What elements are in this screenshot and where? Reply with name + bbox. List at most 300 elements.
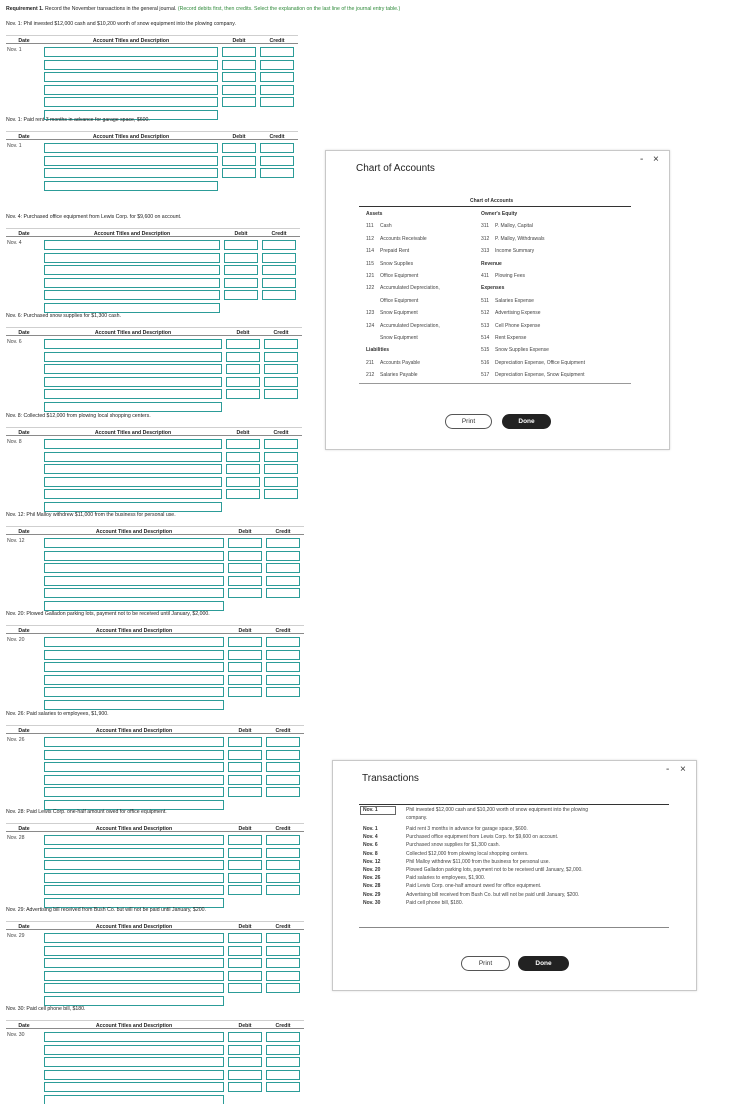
account-input[interactable] <box>44 860 224 870</box>
debit-input[interactable] <box>228 563 262 573</box>
debit-input[interactable] <box>228 637 262 647</box>
account-category: Expenses <box>481 285 505 292</box>
account-input[interactable] <box>44 687 224 697</box>
debit-input[interactable] <box>224 290 258 300</box>
debit-input[interactable] <box>226 439 260 449</box>
account-input[interactable] <box>44 389 222 399</box>
credit-input[interactable] <box>266 637 300 647</box>
account-entry <box>366 360 420 366</box>
account-category: Liabilities <box>366 347 390 354</box>
credit-input[interactable] <box>266 662 300 672</box>
debit-input[interactable] <box>228 958 262 968</box>
account-input[interactable] <box>44 885 224 895</box>
journal-table-header <box>6 1020 304 1029</box>
journal-row <box>6 253 300 264</box>
account-entry <box>481 298 534 304</box>
debit-input[interactable] <box>228 835 262 845</box>
credit-input[interactable] <box>266 885 300 895</box>
account-name: Office Equipment <box>380 297 419 304</box>
journal-table-header <box>6 823 304 832</box>
journal-row <box>6 873 304 884</box>
account-input[interactable] <box>44 156 218 166</box>
account-input[interactable] <box>44 762 224 772</box>
debit-input[interactable] <box>226 377 260 387</box>
account-input[interactable] <box>44 477 222 487</box>
account-input[interactable] <box>44 168 218 178</box>
credit-input[interactable] <box>266 750 300 760</box>
credit-input[interactable] <box>266 873 300 883</box>
credit-input[interactable] <box>260 85 294 95</box>
debit-input[interactable] <box>222 60 256 70</box>
transaction-description: Nov. 6: Purchased snow supplies for $1,300 cash. <box>6 313 121 319</box>
credit-input[interactable] <box>266 958 300 968</box>
account-input[interactable] <box>44 85 218 95</box>
transaction-text: Phil invested $12,000 cash and $10,200 worth of snow equipment into the plowing <box>406 807 589 813</box>
account-column-header: Account Titles and Description <box>94 329 172 336</box>
debit-input[interactable] <box>228 737 262 747</box>
debit-input[interactable] <box>226 489 260 499</box>
credit-input[interactable] <box>264 477 298 487</box>
account-name: Snow Equipment <box>380 310 418 317</box>
account-entry <box>366 223 392 229</box>
account-input[interactable] <box>44 946 224 956</box>
credit-input[interactable] <box>262 290 296 300</box>
account-input[interactable] <box>44 971 224 981</box>
requirement-text: Record the November transactions in the general journal. <box>44 6 177 12</box>
debit-input[interactable] <box>228 860 262 870</box>
credit-column-header: Credit <box>273 329 289 336</box>
debit-input[interactable] <box>226 389 260 399</box>
debit-input[interactable] <box>228 848 262 858</box>
account-name: Depreciation Expense, Office Equipment <box>495 359 585 366</box>
transaction-text: Collected $12,000 from plowing local shopping centers. <box>406 850 529 857</box>
debit-input[interactable] <box>228 1057 262 1067</box>
account-input[interactable] <box>44 352 222 362</box>
account-input[interactable] <box>44 143 218 153</box>
entry-date: Nov. 4 <box>7 240 22 246</box>
journal-row <box>6 364 302 375</box>
account-input[interactable] <box>44 1095 224 1104</box>
account-category: Owner's Equity <box>481 211 518 217</box>
credit-input[interactable] <box>266 650 300 660</box>
debit-input[interactable] <box>228 775 262 785</box>
debit-input[interactable] <box>226 464 260 474</box>
transaction-description: Nov. 8: Collected $12,000 from plowing local shopping centers. <box>6 413 151 419</box>
account-entry <box>481 323 540 329</box>
account-input[interactable] <box>44 750 224 760</box>
debit-input[interactable] <box>228 885 262 895</box>
entry-date: Nov. 30 <box>7 1032 25 1038</box>
debit-input[interactable] <box>228 1032 262 1042</box>
account-number: 313 <box>481 248 490 255</box>
credit-input[interactable] <box>264 377 298 387</box>
account-entry <box>481 347 549 353</box>
requirement-instructions <box>6 6 726 12</box>
journal-row <box>6 240 300 251</box>
account-input[interactable] <box>44 452 222 462</box>
date-column-header: Date <box>18 627 30 634</box>
credit-input[interactable] <box>266 1032 300 1042</box>
debit-input[interactable] <box>222 97 256 107</box>
debit-input[interactable] <box>228 675 262 685</box>
account-name: Accumulated Depreciation, <box>380 285 440 292</box>
account-input[interactable] <box>44 1082 224 1092</box>
credit-input[interactable] <box>262 253 296 263</box>
journal-row <box>6 464 302 475</box>
credit-input[interactable] <box>260 168 294 178</box>
debit-input[interactable] <box>228 662 262 672</box>
account-input[interactable] <box>44 364 222 374</box>
credit-input[interactable] <box>266 576 300 586</box>
credit-input[interactable] <box>266 762 300 772</box>
account-number: 124 <box>366 322 375 329</box>
account-input[interactable] <box>44 72 218 82</box>
journal-row <box>6 762 304 773</box>
account-input[interactable] <box>44 464 222 474</box>
debit-input[interactable] <box>226 364 260 374</box>
debit-input[interactable] <box>228 983 262 993</box>
debit-input[interactable] <box>222 72 256 82</box>
credit-input[interactable] <box>266 983 300 993</box>
debit-input[interactable] <box>224 240 258 250</box>
credit-input[interactable] <box>264 389 298 399</box>
debit-column-header: Debit <box>238 923 252 930</box>
account-name: Salaries Payable <box>380 372 418 379</box>
credit-input[interactable] <box>264 364 298 374</box>
credit-input[interactable] <box>264 452 298 462</box>
account-input[interactable] <box>44 848 224 858</box>
account-name: Plowing Fees <box>495 273 526 279</box>
debit-input[interactable] <box>228 787 262 797</box>
transaction-description: Nov. 4: Purchased office equipment from Lewis Corp. for $9,600 on account. <box>6 214 182 220</box>
credit-input[interactable] <box>264 489 298 499</box>
debit-input[interactable] <box>228 762 262 772</box>
account-input[interactable] <box>44 502 222 512</box>
credit-input[interactable] <box>262 278 296 288</box>
credit-input[interactable] <box>266 1045 300 1055</box>
date-column-header: Date <box>18 727 30 734</box>
account-input[interactable] <box>44 775 224 785</box>
journal-row <box>6 958 304 969</box>
credit-input[interactable] <box>266 933 300 943</box>
credit-input[interactable] <box>266 1082 300 1092</box>
account-input[interactable] <box>44 181 218 191</box>
credit-input[interactable] <box>260 156 294 166</box>
credit-input[interactable] <box>266 848 300 858</box>
date-column-header: Date <box>18 1022 30 1029</box>
account-input[interactable] <box>44 700 224 710</box>
debit-input[interactable] <box>224 253 258 263</box>
account-input[interactable] <box>44 737 224 747</box>
debit-input[interactable] <box>226 339 260 349</box>
account-name: P. Malloy, Withdrawals <box>495 235 545 242</box>
debit-input[interactable] <box>222 85 256 95</box>
credit-input[interactable] <box>260 97 294 107</box>
journal-table-header <box>6 228 300 237</box>
credit-column-header: Credit <box>275 825 291 832</box>
journal-row <box>6 352 302 363</box>
transaction-date: Nov. 12 <box>363 858 381 865</box>
debit-input[interactable] <box>228 1082 262 1092</box>
transaction-description: Nov. 29: Advertising bill received from Bush Co. but will not be paid until January, $200. <box>6 907 206 913</box>
account-input[interactable] <box>44 538 224 548</box>
account-name: Cell Phone Expense <box>495 322 541 329</box>
transaction-date: Nov. 1 <box>363 826 378 832</box>
debit-input[interactable] <box>222 156 256 166</box>
credit-input[interactable] <box>266 538 300 548</box>
transaction-date: Nov. 28 <box>363 883 381 890</box>
journal-row <box>6 848 304 859</box>
journal-row <box>6 538 304 549</box>
debit-input[interactable] <box>224 278 258 288</box>
entry-date: Nov. 28 <box>7 835 25 841</box>
transaction-text: Paid salaries to employees, $1,900. <box>406 875 486 882</box>
account-entry <box>366 372 418 378</box>
transaction-text: Phil Malloy withdrew $11,000 from the business for personal use. <box>406 858 550 865</box>
account-input[interactable] <box>44 265 220 275</box>
account-input[interactable] <box>44 563 224 573</box>
entry-date: Nov. 26 <box>7 737 25 743</box>
account-input[interactable] <box>44 339 222 349</box>
credit-column-header: Credit <box>275 727 291 734</box>
journal-row <box>6 290 300 301</box>
debit-input[interactable] <box>224 265 258 275</box>
close-icon[interactable]: × <box>680 764 686 775</box>
account-column-header: Account Titles and Description <box>94 429 172 436</box>
debit-input[interactable] <box>226 477 260 487</box>
journal-row <box>6 389 302 400</box>
credit-input[interactable] <box>260 60 294 70</box>
chart-table-top-rule <box>359 206 631 207</box>
requirement-label: Requirement 1. <box>6 6 44 12</box>
account-column-header: Account Titles and Description <box>95 627 173 634</box>
account-name: Snow Supplies Expense <box>495 347 549 354</box>
debit-input[interactable] <box>228 588 262 598</box>
debit-input[interactable] <box>226 452 260 462</box>
account-name: Accounts Receivable <box>380 235 427 242</box>
debit-input[interactable] <box>228 576 262 586</box>
debit-input[interactable] <box>222 47 256 57</box>
close-icon[interactable]: × <box>653 154 659 165</box>
journal-row <box>6 439 302 450</box>
account-input[interactable] <box>44 489 222 499</box>
journal-row <box>6 775 304 786</box>
credit-input[interactable] <box>266 946 300 956</box>
account-input[interactable] <box>44 996 224 1006</box>
account-input[interactable] <box>44 835 224 845</box>
account-entry <box>366 335 418 341</box>
credit-input[interactable] <box>266 1057 300 1067</box>
journal-table-header <box>6 625 304 634</box>
journal-row <box>6 787 304 798</box>
account-entry <box>481 273 525 279</box>
credit-column-header: Credit <box>275 923 291 930</box>
account-input[interactable] <box>44 650 224 660</box>
transaction-text: Plowed Galladon parking lots, payment not to be received until January, $2,000. <box>406 867 583 873</box>
account-column-header: Account Titles and Description <box>95 727 173 734</box>
account-input[interactable] <box>44 576 224 586</box>
credit-input[interactable] <box>266 588 300 598</box>
transactions-done-button[interactable]: Done <box>518 956 569 971</box>
account-input[interactable] <box>44 588 224 598</box>
credit-input[interactable] <box>266 1070 300 1080</box>
account-input[interactable] <box>44 97 218 107</box>
debit-input[interactable] <box>228 687 262 697</box>
transactions-print-button[interactable]: Print <box>461 956 510 971</box>
account-input[interactable] <box>44 933 224 943</box>
journal-row <box>6 996 304 1007</box>
credit-input[interactable] <box>260 143 294 153</box>
account-input[interactable] <box>44 1032 224 1042</box>
debit-input[interactable] <box>228 650 262 660</box>
transaction-description: Nov. 1: Paid rent 3 months in advance for garage space, $600. <box>6 117 150 123</box>
debit-input[interactable] <box>228 1045 262 1055</box>
journal-row <box>6 1032 304 1043</box>
transaction-description: Nov. 28: Paid Lewis Corp. one-half amount owed for office equipment. <box>6 809 167 815</box>
account-name: Depreciation Expense, Snow Equipment <box>495 372 585 379</box>
account-input[interactable] <box>44 873 224 883</box>
debit-input[interactable] <box>228 946 262 956</box>
journal-row <box>6 1057 304 1068</box>
account-input[interactable] <box>44 439 222 449</box>
account-number: 115 <box>366 260 374 267</box>
journal-row <box>6 576 304 587</box>
credit-input[interactable] <box>266 675 300 685</box>
account-input[interactable] <box>44 240 220 250</box>
account-input[interactable] <box>44 662 224 672</box>
journal-row <box>6 181 298 192</box>
account-input[interactable] <box>44 377 222 387</box>
credit-input[interactable] <box>262 265 296 275</box>
account-entry <box>366 261 413 267</box>
journal-table-header <box>6 327 302 336</box>
debit-column-header: Debit <box>236 329 250 336</box>
account-input[interactable] <box>44 60 218 70</box>
credit-input[interactable] <box>264 339 298 349</box>
credit-input[interactable] <box>264 464 298 474</box>
minimize-icon[interactable]: - <box>640 154 644 165</box>
account-number: 122 <box>366 285 375 292</box>
transaction-date: Nov. 1 <box>363 807 378 813</box>
account-number: 114 <box>366 248 374 255</box>
journal-row <box>6 339 302 350</box>
debit-input[interactable] <box>228 971 262 981</box>
debit-column-header: Debit <box>238 528 252 535</box>
account-input[interactable] <box>44 278 220 288</box>
credit-input[interactable] <box>266 687 300 697</box>
debit-input[interactable] <box>228 933 262 943</box>
minimize-icon[interactable]: - <box>666 764 670 775</box>
transaction-description: Nov. 1: Phil invested $12,000 cash and $10,200 worth of snow equipment into the plowing company. <box>6 21 236 27</box>
account-input[interactable] <box>44 303 220 313</box>
account-input[interactable] <box>44 290 220 300</box>
credit-input[interactable] <box>266 551 300 561</box>
account-number: 512 <box>481 310 490 317</box>
account-input[interactable] <box>44 637 224 647</box>
account-entry <box>366 236 427 242</box>
date-column-header: Date <box>18 230 30 237</box>
account-input[interactable] <box>44 1045 224 1055</box>
journal-row <box>6 303 300 314</box>
account-name: Rent Expense <box>495 335 527 341</box>
account-category: Assets <box>366 211 383 217</box>
journal-row <box>6 477 302 488</box>
credit-input[interactable] <box>264 439 298 449</box>
chart-done-button[interactable]: Done <box>502 414 551 429</box>
journal-row <box>6 156 298 167</box>
debit-input[interactable] <box>222 168 256 178</box>
account-input[interactable] <box>44 253 220 263</box>
account-number: 511 <box>481 297 489 304</box>
journal-row <box>6 971 304 982</box>
debit-input[interactable] <box>228 1070 262 1080</box>
journal-row <box>6 551 304 562</box>
account-input[interactable] <box>44 1057 224 1067</box>
chart-table-title: Chart of Accounts <box>470 198 514 204</box>
debit-input[interactable] <box>228 538 262 548</box>
debit-input[interactable] <box>226 352 260 362</box>
account-input[interactable] <box>44 402 222 412</box>
chart-print-button[interactable]: Print <box>445 414 492 429</box>
account-column-header: Account Titles and Description <box>93 230 171 237</box>
journal-row <box>6 452 302 463</box>
account-input[interactable] <box>44 958 224 968</box>
credit-input[interactable] <box>266 835 300 845</box>
credit-input[interactable] <box>266 775 300 785</box>
debit-input[interactable] <box>222 143 256 153</box>
transaction-text: Paid cell phone bill, $180. <box>406 899 463 906</box>
account-input[interactable] <box>44 551 224 561</box>
credit-input[interactable] <box>266 787 300 797</box>
account-input[interactable] <box>44 675 224 685</box>
account-input[interactable] <box>44 47 218 57</box>
journal-row <box>6 650 304 661</box>
account-input[interactable] <box>44 800 224 810</box>
credit-input[interactable] <box>266 563 300 573</box>
credit-input[interactable] <box>262 240 296 250</box>
debit-input[interactable] <box>228 750 262 760</box>
account-number: 211 <box>366 359 374 366</box>
transactions-table <box>359 804 669 928</box>
account-entry <box>481 360 585 366</box>
account-name: Salaries Expense <box>495 297 534 304</box>
account-input[interactable] <box>44 1070 224 1080</box>
account-name: Cash <box>380 223 392 230</box>
credit-column-header: Credit <box>269 37 285 44</box>
credit-input[interactable] <box>260 72 294 82</box>
account-input[interactable] <box>44 898 224 908</box>
account-input[interactable] <box>44 601 224 611</box>
transaction-date: Nov. 6 <box>363 842 378 849</box>
credit-input[interactable] <box>260 47 294 57</box>
journal-row <box>6 168 298 179</box>
debit-column-header: Debit <box>238 1022 252 1029</box>
credit-input[interactable] <box>264 352 298 362</box>
credit-input[interactable] <box>266 971 300 981</box>
credit-input[interactable] <box>266 737 300 747</box>
debit-input[interactable] <box>228 551 262 561</box>
account-input[interactable] <box>44 983 224 993</box>
debit-input[interactable] <box>228 873 262 883</box>
account-name: P. Malloy, Capital <box>495 223 533 230</box>
account-number: 121 <box>366 273 375 279</box>
journal-row <box>6 377 302 388</box>
account-number: 123 <box>366 310 375 317</box>
account-number: 517 <box>481 372 490 379</box>
account-input[interactable] <box>44 787 224 797</box>
credit-input[interactable] <box>266 860 300 870</box>
account-entry <box>366 298 418 304</box>
